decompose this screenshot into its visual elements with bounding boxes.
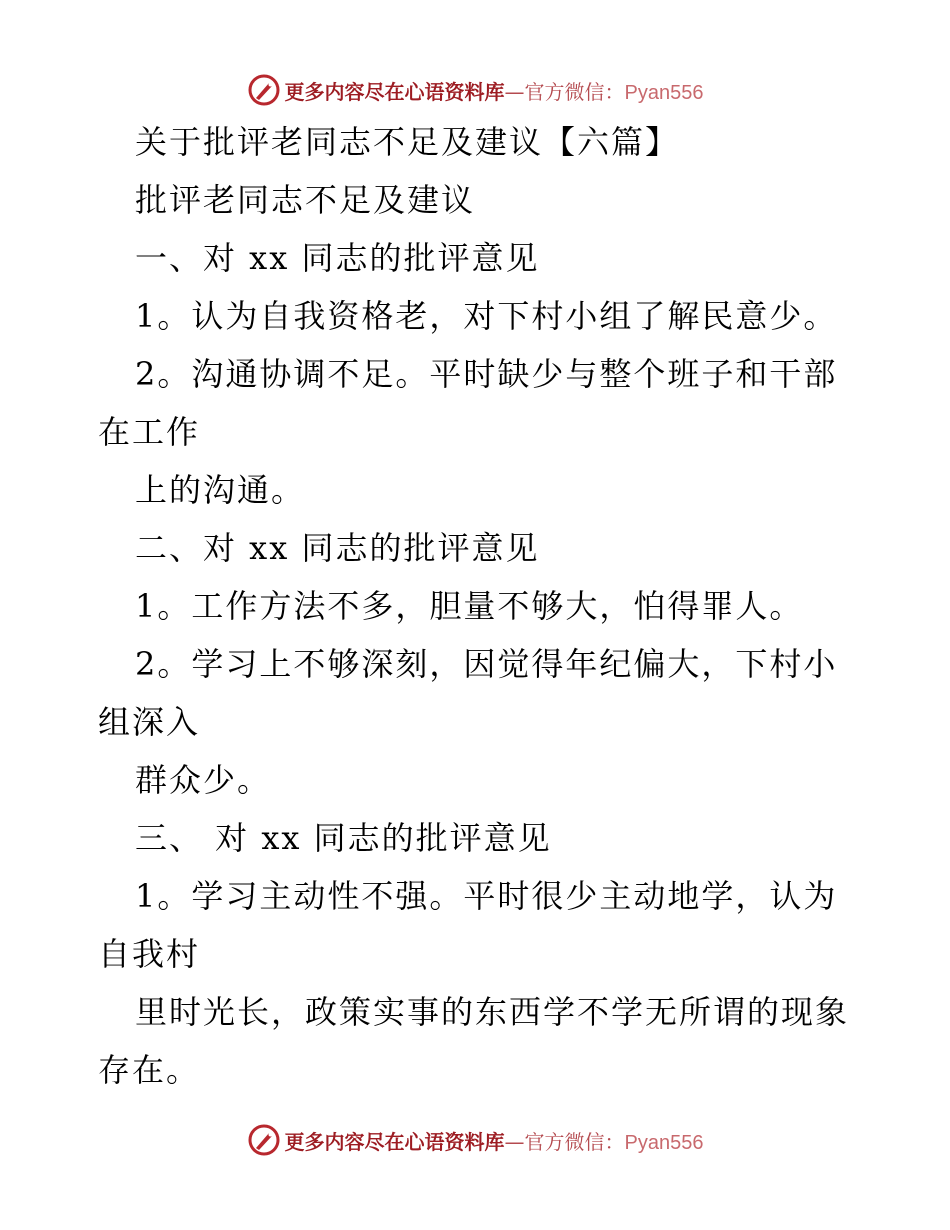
paragraph-line: 存在。: [98, 1051, 201, 1089]
document-title: 关于批评老同志不足及建议【六篇】: [135, 123, 680, 161]
paragraph-line: 在工作: [98, 413, 201, 451]
paragraph-line: 里时光长，政策实事的东西学不学无所谓的现象: [135, 993, 850, 1031]
pen-circle-logo-icon: [247, 1123, 281, 1157]
paragraph-line: 群众少。: [135, 761, 272, 799]
paragraph-line: 2。沟通协调不足。平时缺少与整个班子和干部: [135, 355, 838, 393]
subsection-heading: 一、对 xx 同志的批评意见: [135, 239, 540, 277]
pen-circle-logo-icon: [247, 73, 281, 107]
paragraph-line: 2。学习上不够深刻，因觉得年纪偏大，下村小: [135, 645, 838, 683]
subsection-heading: 三、 对 xx 同志的批评意见: [135, 819, 552, 857]
section-heading: 批评老同志不足及建议: [135, 181, 476, 219]
paragraph-line: 1。认为自我资格老，对下村小组了解民意少。: [135, 297, 838, 335]
paragraph-line: 1。学习主动性不强。平时很少主动地学，认为: [135, 877, 838, 915]
header-banner: [0, 70, 950, 110]
paragraph-line: 自我村: [98, 935, 201, 973]
subsection-heading: 二、对 xx 同志的批评意见: [135, 529, 540, 567]
paragraph-line: 1。工作方法不多，胆量不够大，怕得罪人。: [135, 587, 804, 625]
footer-banner: [0, 1120, 950, 1160]
paragraph-line: 组深入: [98, 703, 201, 741]
paragraph-line: 上的沟通。: [135, 471, 306, 509]
banner-text: 更多内容尽在心语资料库—官方微信：Pyan556: [284, 1129, 704, 1154]
banner-text: 更多内容尽在心语资料库—官方微信：Pyan556: [284, 79, 704, 104]
